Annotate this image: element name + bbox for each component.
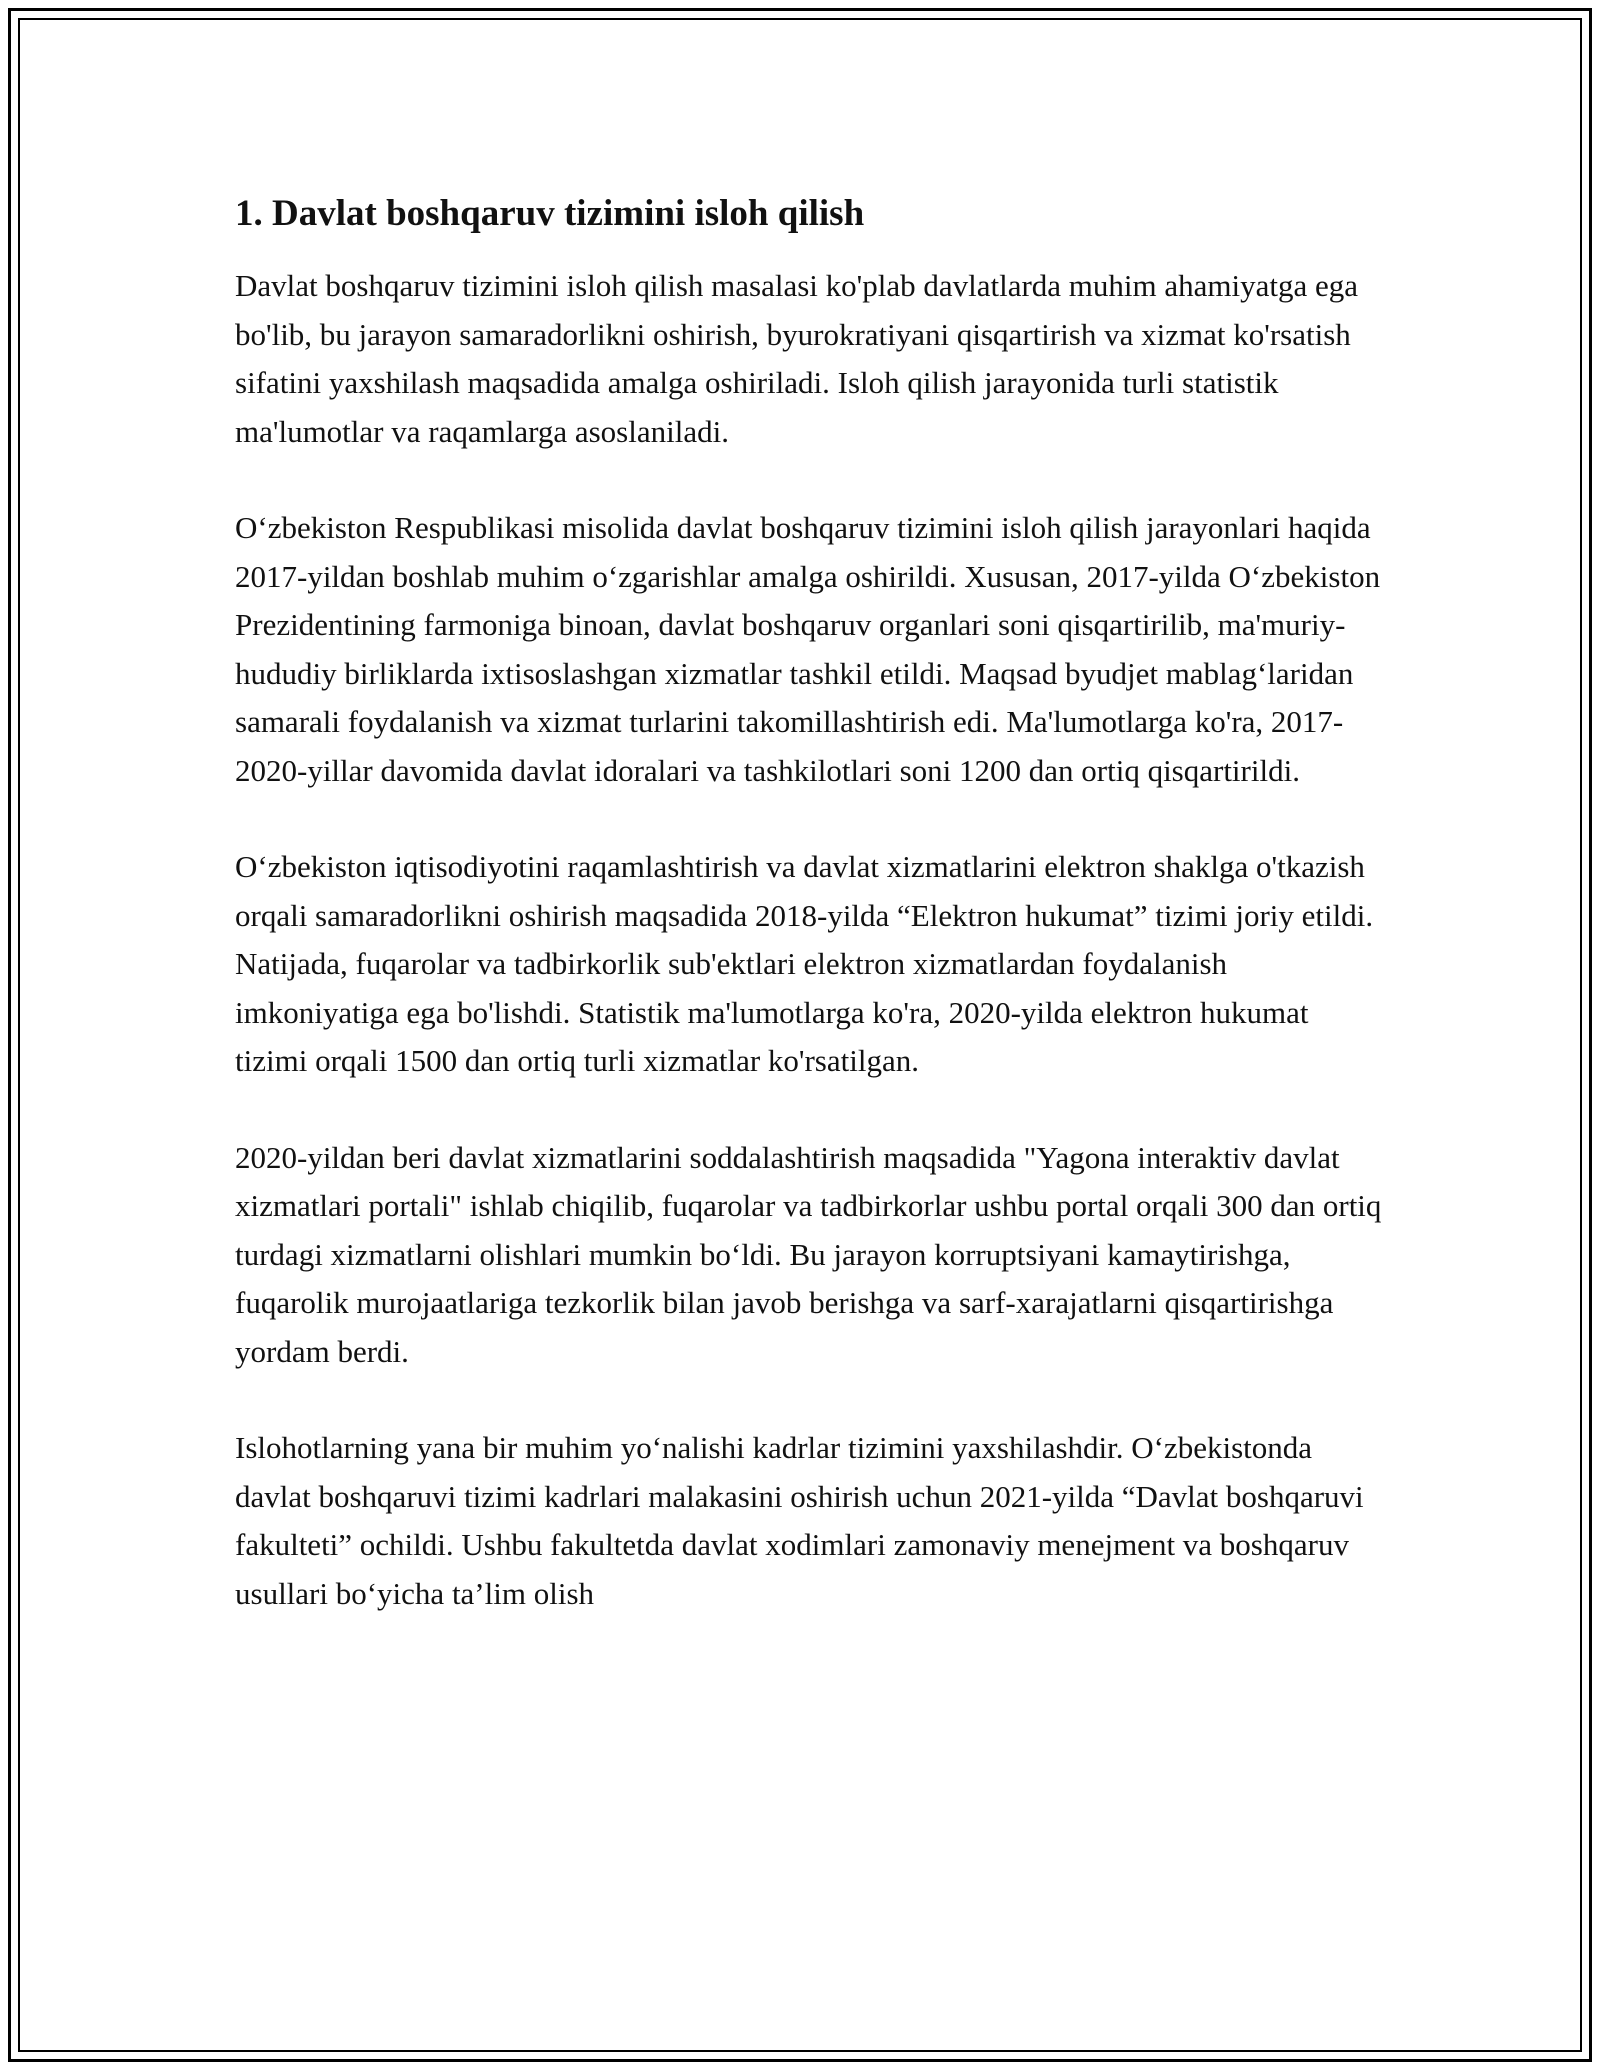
paragraph-reform-overview: Davlat boshqaruv tizimini isloh qilish masalasi ko'plab davlatlarda muhim ahamiyatga ega bo'lib, bu jarayon samaradorlikni oshirish, byurokratiyani qisqartirish va xizmat ko'rsatish sifatini yaxshilash maqsadida amalga oshiriladi. Isloh qilish jarayonida turli statistik ma'lumotlar va raqamlarga asoslaniladi.: [235, 268, 1359, 449]
paragraph-single-portal: 2020-yildan beri davlat xizmatlarini soddalashtirish maqsadida "Yagona interaktiv davlat xizmatlari portali" ishlab chiqilib, fuqarolar va tadbirkorlar ushbu portal orqali 300 dan ortiq turdagi xizmatlarni olishlari mumkin bo‘ldi. Bu jarayon korruptsiyani kamaytirishga, fuqarolik murojaatlariga tezkorlik bilan javob berishga va sarf-xarajatlarni qisqartirishga yordam berdi.: [235, 1139, 1382, 1369]
document-body: [235, 188, 1385, 1666]
section-heading: 1. Davlat boshqaruv tizimini isloh qilish: [235, 193, 865, 234]
paragraph-e-government: O‘zbekiston iqtisodiyotini raqamlashtirish va davlat xizmatlarini elektron shaklga o'tkazish orqali samaradorlikni oshirish maqsadida 2018-yilda “Elektron hukumat” tizimi joriy etildi. Natijada, fuqarolar va tadbirkorlik sub'ektlari elektron xizmatlardan foydalanish imkoniyatiga ega bo'lishdi. Statistik ma'lumotlarga ko'ra, 2020-yilda elektron hukumat tizimi orqali 1500 dan ortiq turli xizmatlar ko'rsatilgan.: [235, 849, 1374, 1078]
paragraph-personnel-reform: Islohotlarning yana bir muhim yo‘nalishi kadrlar tizimini yaxshilashdir. O‘zbekistonda davlat boshqaruvi tizimi kadrlari malakasini oshirish uchun 2021-yilda “Davlat boshqaruvi fakulteti” ochildi. Ushbu fakultetda davlat xodimlari zamonaviy menejment va boshqaruv usullari bo‘yicha ta’lim olish: [235, 1430, 1364, 1611]
paragraph-uzbekistan-reforms: O‘zbekiston Respublikasi misolida davlat boshqaruv tizimini isloh qilish jarayonlari haqida 2017-yildan boshlab muhim o‘zgarishlar amalga oshirildi. Xususan, 2017-yilda O‘zbekiston Prezidentining farmoniga binoan, davlat boshqaruv organlari soni qisqartirilib, ma'muriy-hududiy birliklarda ixtisoslashgan xizmatlar tashkil etildi. Maqsad byudjet mablag‘laridan samarali foydalanish va xizmat turlarini takomillashtirish edi. Ma'lumotlarga ko'ra, 2017-2020-yillar davomida davlat idoralari va tashkilotlari soni 1200 dan ortiq qisqartirildi.: [235, 510, 1381, 788]
